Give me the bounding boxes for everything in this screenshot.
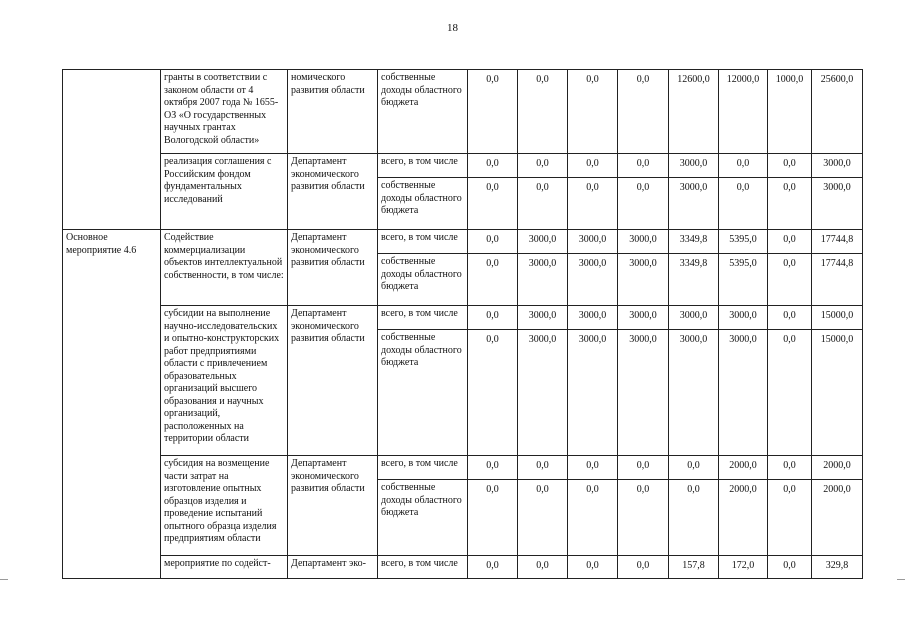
value-cell: 0,0 bbox=[719, 154, 768, 178]
value-cell: 0,0 bbox=[768, 556, 812, 579]
value-cell: 3000,0 bbox=[669, 178, 719, 230]
name-cell: мероприятие по содейст- bbox=[161, 556, 288, 579]
source-cell: всего, в том числе bbox=[378, 556, 468, 579]
table-row bbox=[63, 556, 863, 579]
value-cell: 3000,0 bbox=[518, 230, 568, 254]
source-cell: собственные доходы областного бюджета bbox=[378, 480, 468, 556]
value-cell: 15000,0 bbox=[812, 330, 863, 456]
value-cell: 3000,0 bbox=[568, 230, 618, 254]
value-cell: 0,0 bbox=[618, 480, 669, 556]
value-cell: 3000,0 bbox=[568, 330, 618, 456]
executor-cell: Департамент эко- bbox=[288, 556, 378, 579]
left-edge-mark bbox=[0, 579, 8, 580]
value-cell: 0,0 bbox=[468, 154, 518, 178]
value-cell: 157,8 bbox=[669, 556, 719, 579]
name-cell: Содействие коммерциализации объектов интеллектуальной собственности, в том числе: bbox=[161, 230, 288, 306]
value-cell: 3000,0 bbox=[518, 330, 568, 456]
value-cell: 0,0 bbox=[768, 306, 812, 330]
value-cell: 3349,8 bbox=[669, 254, 719, 306]
value-cell: 3000,0 bbox=[812, 154, 863, 178]
value-cell: 0,0 bbox=[468, 230, 518, 254]
value-cell: 0,0 bbox=[518, 178, 568, 230]
value-cell: 3000,0 bbox=[618, 306, 669, 330]
value-cell: 0,0 bbox=[468, 480, 518, 556]
value-cell: 0,0 bbox=[618, 556, 669, 579]
value-cell: 0,0 bbox=[568, 480, 618, 556]
value-cell: 0,0 bbox=[669, 480, 719, 556]
right-edge-mark bbox=[897, 579, 905, 580]
name-cell: гранты в соответствии с законом области от 4 октября 2007 года № 1655-ОЗ «О государственных научных грантах Вологодской области» bbox=[161, 70, 288, 154]
value-cell: 0,0 bbox=[768, 230, 812, 254]
value-cell: 2000,0 bbox=[812, 456, 863, 480]
executor-cell: Департамент экономического развития области bbox=[288, 154, 378, 230]
value-cell: 0,0 bbox=[669, 456, 719, 480]
name-cell: субсидия на возмещение части затрат на изготовление опытных образцов изделия и проведение испытаний опытного образца изделия предприятиям области bbox=[161, 456, 288, 556]
value-cell: 3000,0 bbox=[518, 254, 568, 306]
value-cell: 5395,0 bbox=[719, 254, 768, 306]
value-cell: 3000,0 bbox=[669, 306, 719, 330]
value-cell: 0,0 bbox=[468, 178, 518, 230]
table-row bbox=[63, 306, 863, 330]
value-cell: 0,0 bbox=[468, 306, 518, 330]
value-cell: 0,0 bbox=[518, 70, 568, 154]
table-row bbox=[63, 70, 863, 154]
source-cell: всего, в том числе bbox=[378, 154, 468, 178]
value-cell: 17744,8 bbox=[812, 254, 863, 306]
value-cell: 2000,0 bbox=[719, 480, 768, 556]
value-cell: 15000,0 bbox=[812, 306, 863, 330]
value-cell: 0,0 bbox=[568, 556, 618, 579]
value-cell: 0,0 bbox=[518, 456, 568, 480]
executor-cell: номического развития области bbox=[288, 70, 378, 154]
value-cell: 2000,0 bbox=[719, 456, 768, 480]
value-cell: 0,0 bbox=[768, 480, 812, 556]
value-cell: 0,0 bbox=[518, 556, 568, 579]
executor-cell: Департамент экономического развития области bbox=[288, 456, 378, 556]
event-cell bbox=[63, 70, 161, 230]
value-cell: 329,8 bbox=[812, 556, 863, 579]
value-cell: 3000,0 bbox=[669, 330, 719, 456]
table-body bbox=[63, 70, 863, 579]
executor-cell: Департамент экономического развития области bbox=[288, 306, 378, 456]
value-cell: 25600,0 bbox=[812, 70, 863, 154]
value-cell: 17744,8 bbox=[812, 230, 863, 254]
value-cell: 0,0 bbox=[768, 456, 812, 480]
value-cell: 2000,0 bbox=[812, 480, 863, 556]
value-cell: 12000,0 bbox=[719, 70, 768, 154]
page-number: 18 bbox=[447, 22, 458, 34]
value-cell: 0,0 bbox=[468, 70, 518, 154]
value-cell: 3000,0 bbox=[812, 178, 863, 230]
source-cell: собственные доходы областного бюджета bbox=[378, 178, 468, 230]
value-cell: 0,0 bbox=[468, 556, 518, 579]
value-cell: 0,0 bbox=[468, 254, 518, 306]
value-cell: 3349,8 bbox=[669, 230, 719, 254]
value-cell: 0,0 bbox=[768, 178, 812, 230]
value-cell: 0,0 bbox=[568, 70, 618, 154]
value-cell: 3000,0 bbox=[719, 330, 768, 456]
source-cell: собственные доходы областного бюджета bbox=[378, 254, 468, 306]
value-cell: 3000,0 bbox=[618, 230, 669, 254]
table-row bbox=[63, 154, 863, 178]
value-cell: 3000,0 bbox=[669, 154, 719, 178]
value-cell: 0,0 bbox=[768, 254, 812, 306]
value-cell: 0,0 bbox=[618, 456, 669, 480]
executor-cell: Департамент экономического развития области bbox=[288, 230, 378, 306]
value-cell: 0,0 bbox=[768, 154, 812, 178]
value-cell: 0,0 bbox=[568, 456, 618, 480]
value-cell: 172,0 bbox=[719, 556, 768, 579]
value-cell: 5395,0 bbox=[719, 230, 768, 254]
value-cell: 0,0 bbox=[568, 178, 618, 230]
value-cell: 0,0 bbox=[719, 178, 768, 230]
value-cell: 3000,0 bbox=[719, 306, 768, 330]
value-cell: 0,0 bbox=[618, 154, 669, 178]
value-cell: 0,0 bbox=[568, 154, 618, 178]
source-cell: собственные доходы областного бюджета bbox=[378, 70, 468, 154]
table-row bbox=[63, 456, 863, 480]
value-cell: 3000,0 bbox=[618, 330, 669, 456]
source-cell: всего, в том числе bbox=[378, 230, 468, 254]
value-cell: 1000,0 bbox=[768, 70, 812, 154]
value-cell: 0,0 bbox=[618, 178, 669, 230]
value-cell: 3000,0 bbox=[618, 254, 669, 306]
value-cell: 0,0 bbox=[468, 330, 518, 456]
name-cell: реализация соглашения с Российским фондом фундаментальных исследований bbox=[161, 154, 288, 230]
table-row bbox=[63, 230, 863, 254]
event-cell: Основное мероприятие 4.6 bbox=[63, 230, 161, 579]
source-cell: всего, в том числе bbox=[378, 456, 468, 480]
value-cell: 0,0 bbox=[768, 330, 812, 456]
value-cell: 3000,0 bbox=[568, 254, 618, 306]
value-cell: 0,0 bbox=[618, 70, 669, 154]
value-cell: 0,0 bbox=[468, 456, 518, 480]
value-cell: 3000,0 bbox=[518, 306, 568, 330]
name-cell: субсидии на выполнение научно-исследовательских и опытно-конструкторских работ предприятиями области с привлечением образовательных организаций высшего образования и научных организаций, расположенных на территории области bbox=[161, 306, 288, 456]
value-cell: 12600,0 bbox=[669, 70, 719, 154]
value-cell: 3000,0 bbox=[568, 306, 618, 330]
source-cell: всего, в том числе bbox=[378, 306, 468, 330]
value-cell: 0,0 bbox=[518, 480, 568, 556]
budget-table bbox=[62, 69, 863, 579]
source-cell: собственные доходы областного бюджета bbox=[378, 330, 468, 456]
value-cell: 0,0 bbox=[518, 154, 568, 178]
